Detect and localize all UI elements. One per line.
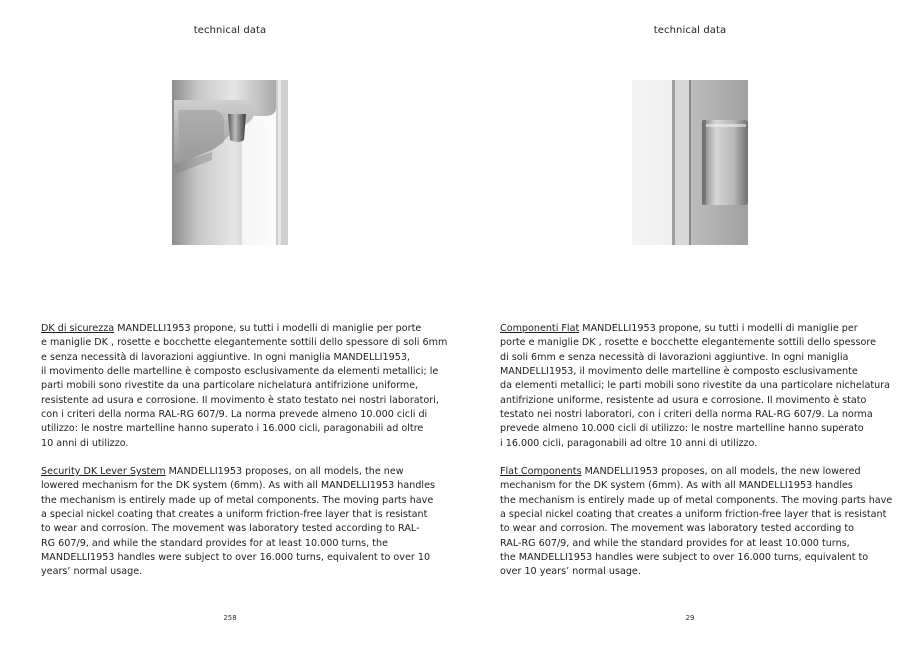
italian-line: e maniglie DK , rosette e bocchette elegantemente sottili dello spessore di soli 6mm xyxy=(41,337,448,349)
italian-line: parti mobili sono rivestite da una particolare nichelatura antifrizione uniforme, xyxy=(41,380,419,392)
italian-heading: Componenti Flat xyxy=(500,323,580,334)
english-line: the mechanism is entirely made up of metal components. The moving parts have xyxy=(500,494,893,506)
italian-line: prevede almeno 10.000 cicli di utilizzo: le nostre martelline hanno superato xyxy=(500,423,864,435)
english-line: MANDELLI1953 handles were subject to over 16.000 turns, equivalent to over 10 xyxy=(41,552,431,564)
english-line: over 10 years’ normal usage. xyxy=(500,566,641,578)
english-line: RAL-RG 607/9, and while the standard provides for at least 10.000 turns, xyxy=(500,537,850,549)
italian-description xyxy=(41,322,447,451)
page-number: 29 xyxy=(685,614,695,622)
english-description xyxy=(41,465,435,580)
english-line: RG 607/9, and while the standard provides for at least 10.000 turns, the xyxy=(41,537,389,549)
italian-line: di soli 6mm e senza necessità di lavorazioni aggiuntive. In ogni maniglia xyxy=(500,351,849,363)
italian-line: da elementi metallici; le parti mobili sono rivestite da una particolare nichelatura xyxy=(500,380,890,392)
english-line: a special nickel coating that creates a uniform friction-free layer that is resistant xyxy=(41,509,428,521)
italian-line: MANDELLI1953 propone, su tutti i modelli di maniglie per xyxy=(579,323,858,334)
english-line: MANDELLI1953 proposes, on all models, the new lowered xyxy=(581,466,861,477)
italian-line: antifrizione uniforme, resistente ad usura e corrosione. Il movimento è stato xyxy=(500,394,867,406)
english-line: years’ normal usage. xyxy=(41,566,143,578)
italian-line: testato nei nostri laboratori, con i criteri della norma RAL-RG 607/9. La norma xyxy=(500,409,873,421)
dk-lever-photo xyxy=(172,80,288,245)
italian-line: resistente ad usura e corrosione. Il movimento è stato testato nei nostri laboratori, xyxy=(41,394,439,406)
italian-line: i 16.000 cicli, paragonabili ad oltre 10 anni di utilizzo. xyxy=(500,437,758,449)
italian-line: porte e maniglie DK , rosette e bocchette elegantemente sottili dello spessore xyxy=(500,337,877,349)
english-line: lowered mechanism for the DK system (6mm). As with all MANDELLI1953 handles xyxy=(41,480,435,492)
flat-component-image xyxy=(632,80,748,245)
english-line: MANDELLI1953 proposes, on all models, the new xyxy=(165,466,404,477)
right-page xyxy=(460,0,920,649)
italian-description xyxy=(500,322,890,451)
italian-line: utilizzo: le nostre martelline hanno superato i 16.000 cicli, paragonabili ad oltre xyxy=(41,423,424,435)
flat-component-photo xyxy=(632,80,748,245)
italian-line: e senza necessità di lavorazioni aggiuntive. In ogni maniglia MANDELLI1953, xyxy=(41,351,410,363)
dk-lever-image xyxy=(172,80,288,245)
english-line: the mechanism is entirely made up of metal components. The moving parts have xyxy=(41,494,434,506)
english-line: a special nickel coating that creates a uniform friction-free layer that is resistant xyxy=(500,509,887,521)
italian-heading: DK di sicurezza xyxy=(41,323,115,334)
english-line: the MANDELLI1953 handles were subject to over 16.000 turns, equivalent to xyxy=(500,552,869,564)
italian-line: 10 anni di utilizzo. xyxy=(41,437,129,449)
english-description xyxy=(500,465,892,580)
page-number: 258 xyxy=(223,614,237,622)
italian-line: con i criteri della norma RAL-RG 607/9. La norma prevede almeno 10.000 cicli di xyxy=(41,409,428,421)
english-line: to wear and corrosion. The movement was laboratory tested according to xyxy=(500,523,855,535)
italian-line: il movimento delle martelline è composto esclusivamente da elementi metallici; le xyxy=(41,366,439,378)
left-page-header: technical data xyxy=(193,25,267,36)
english-line: mechanism for the DK system (6mm). As with all MANDELLI1953 handles xyxy=(500,480,853,492)
italian-line: MANDELLI1953 propone, su tutti i modelli di maniglie per porte xyxy=(114,323,422,334)
right-page-header: technical data xyxy=(653,25,727,36)
english-heading: Flat Components xyxy=(500,466,582,477)
italian-line: MANDELLI1953, il movimento delle martelline è composto esclusivamente xyxy=(500,366,858,378)
english-line: to wear and corrosion. The movement was laboratory tested according to RAL- xyxy=(41,523,420,535)
english-heading: Security DK Lever System xyxy=(41,466,166,477)
